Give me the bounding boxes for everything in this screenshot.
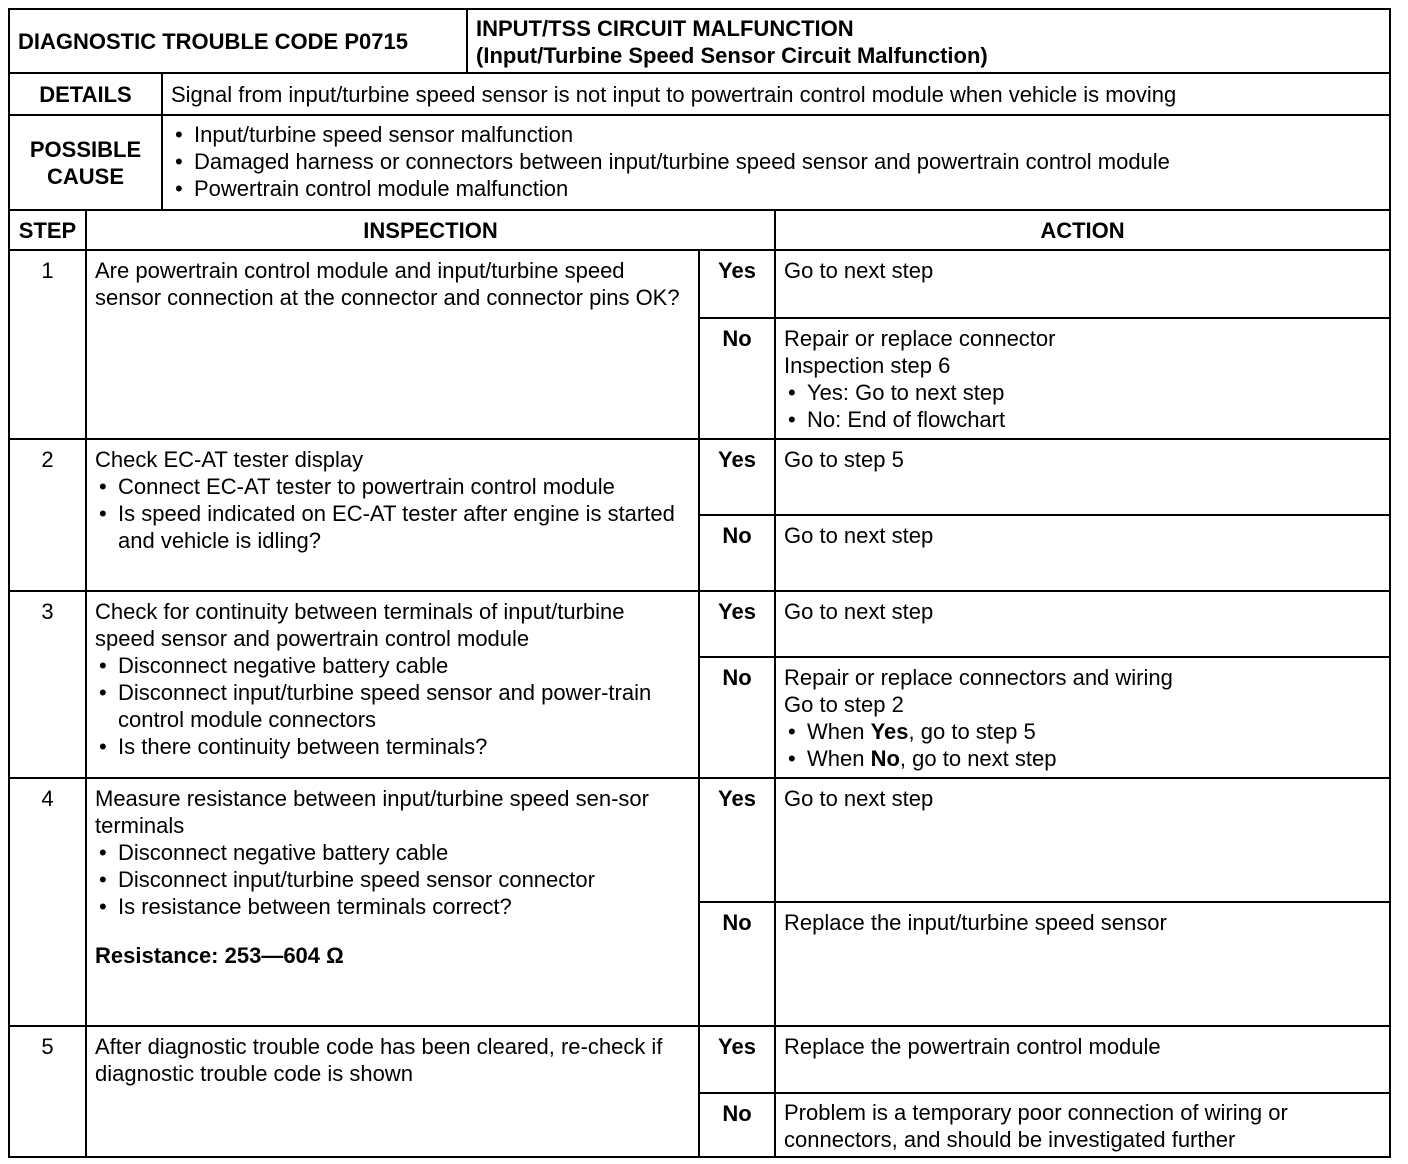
possible-cause-label-line1: POSSIBLE	[29, 137, 142, 162]
no-action-cell	[774, 514, 1391, 592]
step-number: 3	[41, 599, 54, 624]
step-number-cell	[8, 1025, 87, 1158]
no-action: Replace the input/turbine speed sensor	[784, 910, 1167, 935]
yes-label-cell	[698, 777, 776, 903]
inspection-list	[95, 473, 690, 554]
no-action-list	[784, 718, 1381, 772]
step-column-header	[8, 209, 87, 251]
inspection-text: Are powertrain control module and input/turbine speed sensor connection at the connector and connector pins OK?	[95, 258, 680, 310]
inspection-cell	[85, 438, 700, 592]
dtc-code-label: DIAGNOSTIC TROUBLE CODE P0715	[18, 28, 408, 54]
no-action-cell	[774, 901, 1391, 1027]
yes-action-cell	[774, 438, 1391, 516]
details-label-cell	[8, 72, 163, 116]
no-action-item-pre: When	[807, 746, 871, 771]
no-action-cell	[774, 1092, 1391, 1158]
no-action: Go to next step	[784, 523, 934, 548]
no-label: No	[722, 326, 752, 351]
possible-cause-item: • Damaged harness or connectors between input/turbine speed sensor and powertrain control module	[171, 148, 1381, 175]
yes-action: Replace the powertrain control module	[784, 1034, 1161, 1059]
resistance-spec: Resistance: 253—604 Ω	[95, 943, 344, 968]
inspection-cell	[85, 249, 700, 440]
inspection-column-label: INSPECTION	[363, 217, 498, 243]
no-label: No	[722, 665, 752, 690]
details-text: Signal from input/turbine speed sensor is not input to powertrain control module when vehicle is moving	[171, 81, 1177, 107]
no-action-list	[784, 379, 1381, 433]
no-label-cell	[698, 656, 776, 779]
no-action-item-post: , go to step 5	[908, 719, 1036, 744]
inspection-text: Check for continuity between terminals of input/turbine speed sensor and powertrain control module	[95, 599, 625, 651]
yes-label: Yes	[718, 599, 756, 624]
yes-label-cell	[698, 438, 776, 516]
yes-action: Go to next step	[784, 599, 934, 624]
no-action-item	[784, 718, 1381, 745]
no-label-cell	[698, 514, 776, 592]
inspection-item: • Disconnect input/turbine speed sensor and power-train control module connectors	[95, 679, 690, 733]
inspection-cell	[85, 1025, 700, 1158]
yes-label-cell	[698, 249, 776, 319]
details-label: DETAILS	[39, 81, 132, 107]
no-label: No	[722, 523, 752, 548]
inspection-column-header	[85, 209, 776, 251]
action-column-label: ACTION	[1040, 217, 1125, 243]
yes-label-cell	[698, 1025, 776, 1094]
no-action: Problem is a temporary poor connection of wiring or connectors, and should be investigated further	[784, 1100, 1288, 1152]
no-action-cell	[774, 317, 1391, 440]
step-number-cell	[8, 590, 87, 779]
step-number: 1	[41, 258, 54, 283]
no-action-item-post: , go to next step	[899, 746, 1057, 771]
inspection-cell	[85, 590, 700, 779]
inspection-item: • Disconnect negative battery cable	[95, 839, 690, 866]
inspection-item: • Connect EC-AT tester to powertrain control module	[95, 473, 690, 500]
possible-cause-label-cell	[8, 114, 163, 211]
yes-action: Go to next step	[784, 258, 934, 283]
inspection-text: Check EC-AT tester display	[95, 447, 364, 472]
dtc-title-cell	[466, 8, 1391, 74]
inspection-item: • Disconnect input/turbine speed sensor connector	[95, 866, 690, 893]
possible-cause-list-cell	[161, 114, 1391, 211]
no-action-item-bold: Yes	[870, 719, 909, 744]
dtc-code-cell	[8, 8, 468, 74]
yes-action: Go to step 5	[784, 447, 904, 472]
yes-action: Go to next step	[784, 786, 934, 811]
step-number: 5	[41, 1034, 54, 1059]
no-action-cell	[774, 656, 1391, 779]
inspection-item: • Is resistance between terminals correct?	[95, 893, 690, 920]
no-action-line2: Inspection step 6	[784, 353, 951, 378]
yes-label: Yes	[718, 447, 756, 472]
action-column-header	[774, 209, 1391, 251]
no-action-item-pre: When	[807, 719, 871, 744]
yes-label: Yes	[718, 786, 756, 811]
inspection-list	[95, 839, 690, 920]
no-action: Repair or replace connectors and wiring	[784, 665, 1173, 690]
no-label-cell	[698, 317, 776, 440]
possible-cause-item: • Input/turbine speed sensor malfunction	[171, 121, 1381, 148]
no-label: No	[722, 1101, 752, 1126]
yes-label: Yes	[718, 258, 756, 283]
yes-label-cell	[698, 590, 776, 658]
inspection-item: • Is speed indicated on EC-AT tester after engine is started and vehicle is idling?	[95, 500, 690, 554]
possible-cause-label-line2: CAUSE	[46, 164, 124, 189]
dtc-subtitle: (Input/Turbine Speed Sensor Circuit Malfunction)	[476, 43, 988, 68]
no-action: Repair or replace connector	[784, 326, 1056, 351]
step-number-cell	[8, 438, 87, 592]
step-number-cell	[8, 249, 87, 440]
possible-cause-item: • Powertrain control module malfunction	[171, 175, 1381, 202]
inspection-item: • Is there continuity between terminals?	[95, 733, 690, 760]
no-action-item: • No: End of flowchart	[784, 406, 1381, 433]
no-action-line2: Go to step 2	[784, 692, 904, 717]
step-number: 4	[41, 786, 54, 811]
inspection-text: Measure resistance between input/turbine speed sen-sor terminals	[95, 786, 649, 838]
yes-action-cell	[774, 777, 1391, 903]
possible-cause-list	[171, 121, 1381, 202]
yes-label: Yes	[718, 1034, 756, 1059]
inspection-list	[95, 652, 690, 760]
inspection-item: • Disconnect negative battery cable	[95, 652, 690, 679]
details-text-cell	[161, 72, 1391, 116]
no-action-item: • Yes: Go to next step	[784, 379, 1381, 406]
no-action-item	[784, 745, 1381, 772]
dtc-title: INPUT/TSS CIRCUIT MALFUNCTION	[476, 16, 854, 41]
no-label-cell	[698, 1092, 776, 1158]
no-label: No	[722, 910, 752, 935]
step-number: 2	[41, 447, 54, 472]
step-number-cell	[8, 777, 87, 1027]
no-label-cell	[698, 901, 776, 1027]
no-action-item-bold: No	[870, 746, 900, 771]
yes-action-cell	[774, 1025, 1391, 1094]
inspection-text: After diagnostic trouble code has been cleared, re-check if diagnostic trouble code is shown	[95, 1034, 663, 1086]
yes-action-cell	[774, 249, 1391, 319]
inspection-cell	[85, 777, 700, 1027]
yes-action-cell	[774, 590, 1391, 658]
step-column-label: STEP	[18, 217, 77, 243]
